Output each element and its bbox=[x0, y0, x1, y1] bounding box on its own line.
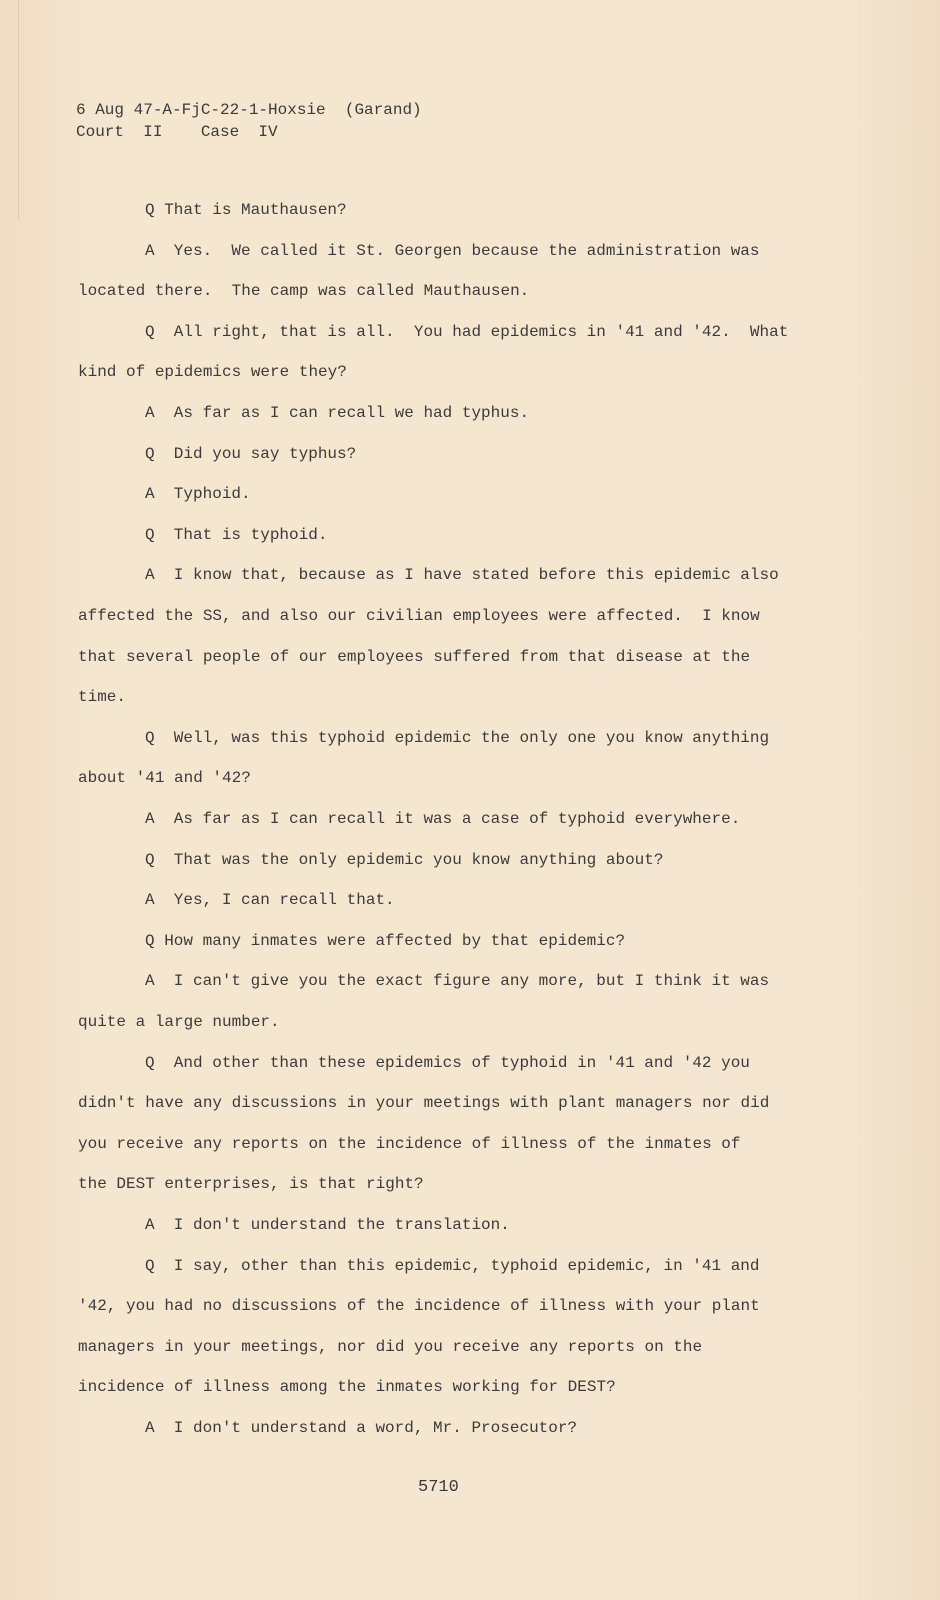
transcript-line: A Typhoid. bbox=[145, 485, 251, 504]
transcript-line: Q That is Mauthausen? bbox=[145, 201, 347, 219]
transcript-line: incidence of illness among the inmates working for DEST? bbox=[78, 1378, 616, 1397]
transcript-line: quite a large number. bbox=[78, 1013, 280, 1031]
header-line-2: Court II Case IV bbox=[76, 123, 278, 141]
transcript-line: A I know that, because as I have stated before this epidemic also bbox=[145, 566, 779, 585]
transcript-line: the DEST enterprises, is that right? bbox=[78, 1175, 424, 1194]
transcript-line: managers in your meetings, nor did you receive any reports on the bbox=[78, 1337, 703, 1356]
transcript-line: Q How many inmates were affected by that epidemic? bbox=[145, 931, 626, 950]
transcript-line: kind of epidemics were they? bbox=[78, 363, 347, 382]
transcript-line: Q Did you say typhus? bbox=[145, 444, 357, 463]
transcript-line: Q That was the only epidemic you know anything about? bbox=[145, 850, 664, 869]
transcript-line: located there. The camp was called Mauthausen. bbox=[78, 282, 530, 301]
transcript-line: A Yes, I can recall that. bbox=[145, 891, 395, 910]
transcript-line: Q Well, was this typhoid epidemic the only one you know anything bbox=[145, 728, 770, 747]
transcript-line: time. bbox=[78, 688, 127, 707]
transcript-line: didn't have any discussions in your meetings with plant managers nor did bbox=[78, 1094, 770, 1113]
transcript-line: that several people of our employees suffered from that disease at the bbox=[78, 647, 751, 666]
transcript-line: Q That is typhoid. bbox=[145, 525, 328, 544]
transcript-line: about '41 and '42? bbox=[78, 769, 251, 788]
transcript-line: A I can't give you the exact figure any more, but I think it was bbox=[145, 972, 770, 991]
transcript-line: '42, you had no discussions of the incidence of illness with your plant bbox=[78, 1297, 760, 1316]
transcript-line: Q All right, that is all. You had epidemics in '41 and '42. What bbox=[145, 322, 789, 341]
transcript-line: Q And other than these epidemics of typhoid in '41 and '42 you bbox=[145, 1053, 750, 1072]
transcript-line: A I don't understand the translation. bbox=[145, 1216, 510, 1234]
transcript-line: A As far as I can recall we had typhus. bbox=[145, 404, 530, 422]
transcript-line: affected the SS, and also our civilian employees were affected. I know bbox=[78, 607, 760, 625]
torn-edge bbox=[0, 0, 19, 220]
page-number: 5710 bbox=[418, 1478, 459, 1497]
transcript-line: A Yes. We called it St. Georgen because the administration was bbox=[145, 241, 760, 260]
header-line-1: 6 Aug 47-A-FjC-22-1-Hoxsie (Garand) bbox=[76, 101, 422, 119]
transcript-line: A I don't understand a word, Mr. Prosecutor? bbox=[145, 1419, 578, 1437]
transcript-line: you receive any reports on the incidence of illness of the inmates of bbox=[78, 1134, 741, 1153]
transcript-line: Q I say, other than this epidemic, typhoid epidemic, in '41 and bbox=[145, 1256, 760, 1275]
transcript-line: A As far as I can recall it was a case of typhoid everywhere. bbox=[145, 810, 741, 828]
